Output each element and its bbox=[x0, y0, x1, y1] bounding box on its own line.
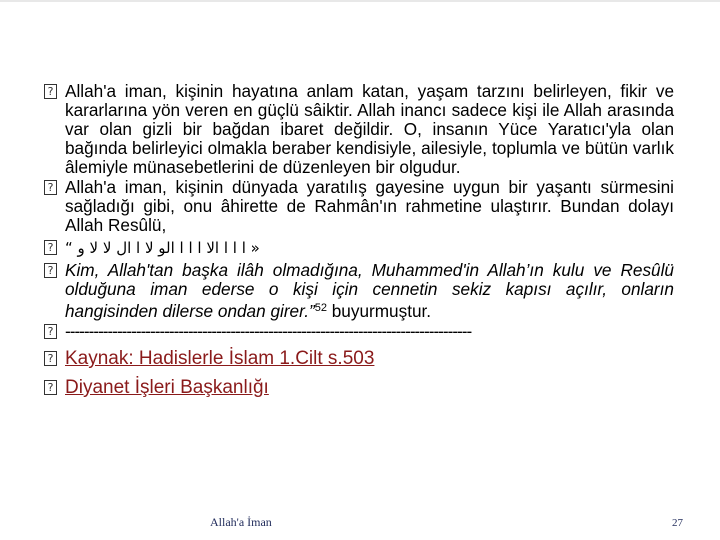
paragraph-arabic bbox=[44, 238, 674, 258]
source-row bbox=[44, 345, 674, 372]
slide-body bbox=[44, 82, 674, 402]
hadith-quote-text: Kim, Allah'tan başka ilâh olmadığına, Muhammed'in Allah’ın kulu ve Resûlü olduğuna iman ederse o kişi için cennetin sekiz kapısı açılır, onların hangisinden dilerse ondan girer.” bbox=[65, 260, 674, 321]
bullet-icon: ? bbox=[44, 324, 57, 339]
paragraph-2-text: Allah'a iman, kişinin dünyada yaratılış gayesine uygun bir yaşantı sürmesini sağladığı gibi, onu âhirette de Rahmân'ın rahmetine ulaştırır. Bundan dolayı Allah Resûlü, bbox=[65, 177, 674, 235]
bullet-icon: ? bbox=[44, 84, 57, 99]
paragraph-hadith bbox=[44, 261, 674, 321]
bullet-icon: ? bbox=[44, 351, 57, 366]
dash-separator-text: -------------------------------------------------------------------------------------- bbox=[65, 321, 472, 341]
paragraph-2 bbox=[44, 178, 674, 235]
top-border bbox=[0, 0, 720, 2]
hadith-tail-text: buyurmuştur. bbox=[331, 301, 432, 321]
arabic-quote-text: « ا ا ا الا ا ا ا الو لا ا ال لا لا و “ bbox=[65, 239, 260, 257]
paragraph-1-text: Allah'a iman, kişinin hayatına anlam katan, yaşam tarzını belirleyen, fikir ve kararlarına yön veren en güçlü sâiktir. Allah inancı sadece kişi ile Allah arasında var olan gizli bir bağdan ibaret değildir. O, insanın Yüce Yaratıcı'yla olan bağında belirleyici olmakla beraber kendisiyle, ailesiyle, toplumla ve bütün varlık âlemiyle münasebetlerini de düzenleyen bir olgudur. bbox=[65, 81, 674, 177]
bullet-icon: ? bbox=[44, 263, 57, 278]
publisher-row bbox=[44, 374, 674, 401]
bullet-icon: ? bbox=[44, 180, 57, 195]
separator-line bbox=[44, 322, 674, 341]
footnote-number: 52 bbox=[314, 302, 327, 314]
footer-title: Allah'a İman bbox=[210, 515, 272, 529]
source-link[interactable]: Kaynak: Hadislerle İslam 1.Cilt s.503 bbox=[65, 348, 375, 369]
bullet-icon: ? bbox=[44, 240, 57, 255]
page-number: 27 bbox=[672, 517, 683, 529]
bullet-icon: ? bbox=[44, 380, 57, 395]
publisher-link[interactable]: Diyanet İşleri Başkanlığı bbox=[65, 377, 269, 398]
paragraph-1 bbox=[44, 82, 674, 177]
